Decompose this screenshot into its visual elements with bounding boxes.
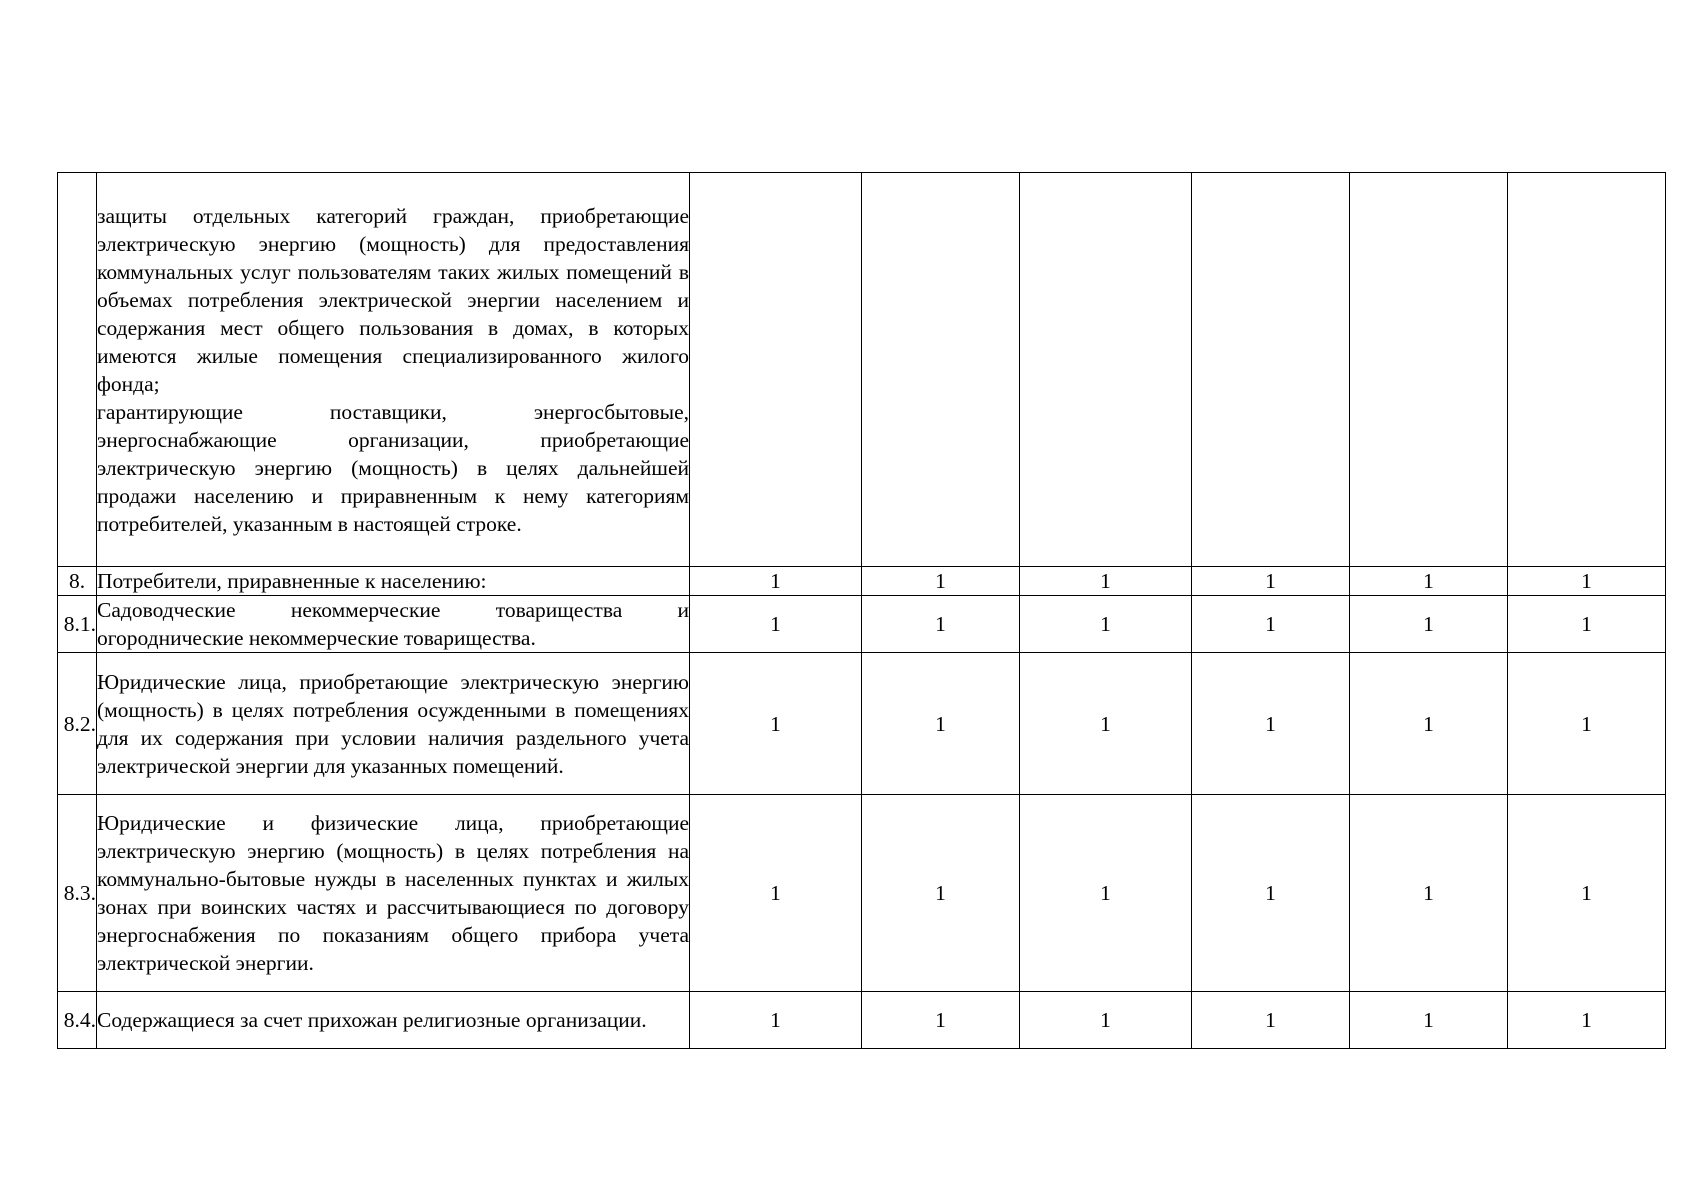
value-cell: 1: [1508, 596, 1666, 653]
value-cell: 1: [862, 992, 1020, 1049]
value-cell: [1350, 173, 1508, 567]
table-row: [58, 795, 1666, 992]
value-cell: 1: [1350, 795, 1508, 992]
value-cell: 1: [1020, 653, 1192, 795]
value-cell: 1: [690, 795, 862, 992]
value-cell: [690, 173, 862, 567]
value-cell: [862, 173, 1020, 567]
value-cell: 1: [862, 653, 1020, 795]
value-cell: 1: [1192, 567, 1350, 596]
value-cell: 1: [1350, 653, 1508, 795]
row-description: [97, 795, 690, 992]
row-description: [97, 653, 690, 795]
tariff-table: [57, 172, 1666, 1049]
value-cell: 1: [1020, 795, 1192, 992]
description-paragraph: Содержащиеся за счет прихожан религиозные организации.: [97, 1008, 647, 1032]
value-cell: 1: [690, 992, 862, 1049]
value-cell: 1: [1508, 653, 1666, 795]
value-cell: 1: [1350, 596, 1508, 653]
row-description: [97, 567, 690, 596]
value-cell: [1508, 173, 1666, 567]
row-number: [58, 173, 97, 567]
value-cell: [1020, 173, 1192, 567]
table-row: [58, 173, 1666, 567]
value-cell: 1: [1020, 596, 1192, 653]
row-number: 8.1.: [58, 596, 97, 653]
value-cell: 1: [1192, 596, 1350, 653]
description-paragraph: гарантирующие поставщики, энергосбытовые, энергоснабжающие организации, приобретающие электрическую энергию (мощность) в целях дальнейшей продажи населению и приравненным к нему категориям потребителей, указанным в настоящей строке.: [97, 399, 689, 536]
value-cell: 1: [1192, 992, 1350, 1049]
row-description: [97, 992, 690, 1049]
row-number: 8.2.: [58, 653, 97, 795]
table-row: [58, 567, 1666, 596]
description-paragraph: защиты отдельных категорий граждан, приобретающие электрическую энергию (мощность) для предоставления коммунальных услуг пользователям таких жилых помещений в объемах потребления электрической энергии населением и содержания мест общего пользования в домах, в которых имеются жилые помещения специализированного жилого фонда;: [97, 203, 689, 396]
row-number: 8.3.: [58, 795, 97, 992]
value-cell: 1: [862, 567, 1020, 596]
value-cell: 1: [1350, 567, 1508, 596]
value-cell: 1: [1020, 567, 1192, 596]
table-row: [58, 596, 1666, 653]
value-cell: 1: [1350, 992, 1508, 1049]
value-cell: 1: [1192, 653, 1350, 795]
row-number: 8.: [58, 567, 97, 596]
value-cell: 1: [690, 567, 862, 596]
value-cell: 1: [1192, 795, 1350, 992]
value-cell: 1: [862, 596, 1020, 653]
table-row: [58, 653, 1666, 795]
value-cell: 1: [690, 596, 862, 653]
row-number: 8.4.: [58, 992, 97, 1049]
value-cell: 1: [1508, 992, 1666, 1049]
value-cell: 1: [1508, 795, 1666, 992]
value-cell: 1: [1020, 992, 1192, 1049]
description-paragraph: Юридические лица, приобретающие электрическую энергию (мощность) в целях потребления осужденными в помещениях для их содержания при условии наличия раздельного учета электрической энергии для указанных помещений.: [97, 669, 689, 778]
value-cell: [1192, 173, 1350, 567]
row-description: [97, 596, 690, 653]
value-cell: 1: [862, 795, 1020, 992]
row-description: [97, 173, 690, 567]
value-cell: 1: [1508, 567, 1666, 596]
value-cell: 1: [690, 653, 862, 795]
description-paragraph: Садоводческие некоммерческие товарищества и огороднические некоммерческие товарищества.: [97, 598, 689, 650]
description-paragraph: Потребители, приравненные к населению:: [97, 569, 487, 593]
table-row: [58, 992, 1666, 1049]
description-paragraph: Юридические и физические лица, приобретающие электрическую энергию (мощность) в целях потребления на коммунально-бытовые нужды в населенных пунктах и жилых зонах при воинских частях и рассчитывающиеся по договору энергоснабжения по показаниям общего прибора учета электрической энергии.: [97, 811, 689, 975]
